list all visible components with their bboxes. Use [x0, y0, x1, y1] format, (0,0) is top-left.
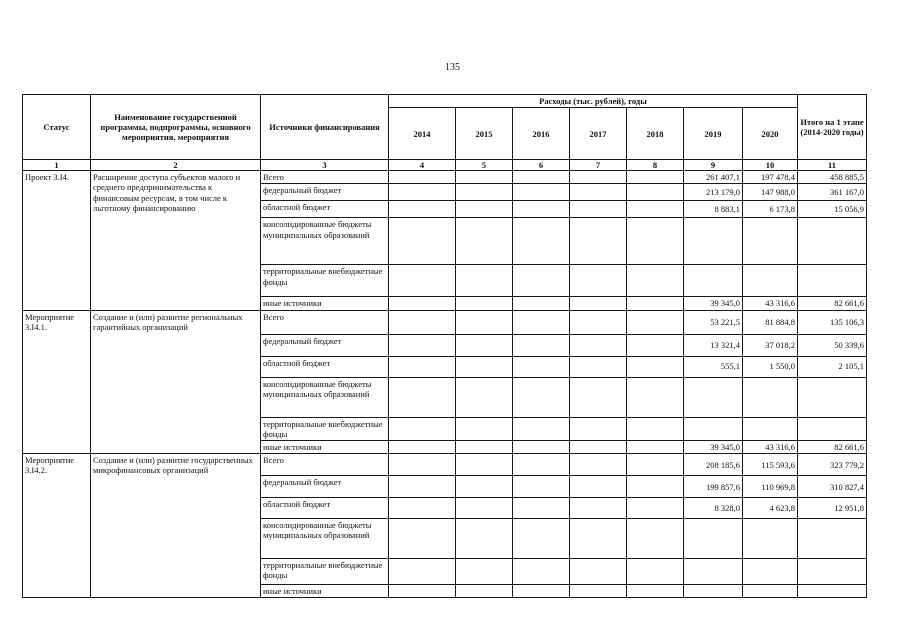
value-total [798, 265, 867, 297]
value-2019: 213 179,0 [684, 184, 743, 201]
value-2020 [743, 559, 798, 585]
header-year: 2016 [513, 108, 570, 160]
value-2020 [743, 585, 798, 598]
value-total [798, 377, 867, 417]
value-2020 [743, 377, 798, 417]
value-2020 [743, 218, 798, 265]
value-total: 458 885,5 [798, 171, 867, 184]
column-number: 2 [91, 160, 261, 171]
value-total: 361 167,0 [798, 184, 867, 201]
row-source: территориальные внебюджетные фонды [261, 417, 389, 440]
value-2020: 197 478,4 [743, 171, 798, 184]
value-2020: 147 988,0 [743, 184, 798, 201]
column-number: 7 [570, 160, 627, 171]
row-source: Всего [261, 171, 389, 184]
value-2020 [743, 265, 798, 297]
header-year: 2015 [456, 108, 513, 160]
column-number: 11 [798, 160, 867, 171]
value-2020: 115 593,6 [743, 454, 798, 476]
row-source: областной бюджет [261, 498, 389, 519]
value-2020: 6 173,8 [743, 201, 798, 218]
value-2019 [684, 417, 743, 440]
row-source: иные источники [261, 440, 389, 453]
column-number: 3 [261, 160, 389, 171]
value-2019: 555,1 [684, 356, 743, 377]
value-2020: 1 550,0 [743, 356, 798, 377]
value-total [798, 585, 867, 598]
header-total: Итого на 1 этапе (2014-2020 годы) [798, 95, 867, 160]
value-2020: 43 316,6 [743, 440, 798, 453]
header-expenses: Расходы (тыс. рублей), годы [389, 95, 798, 108]
value-2020 [743, 519, 798, 559]
row-status: Мероприятие 3.I4.1. [23, 310, 91, 454]
value-2019 [684, 218, 743, 265]
header-status: Статус [23, 95, 91, 160]
value-total: 2 105,1 [798, 356, 867, 377]
page-number: 135 [445, 62, 460, 73]
header-year: 2014 [389, 108, 456, 160]
row-status: Мероприятие 3.I4.2. [23, 454, 91, 598]
row-status: Проект 3.I4. [23, 171, 91, 310]
value-2019 [684, 585, 743, 598]
row-source: федеральный бюджет [261, 184, 389, 201]
value-2019: 13 321,4 [684, 334, 743, 356]
column-number: 8 [627, 160, 684, 171]
value-total [798, 559, 867, 585]
row-source: федеральный бюджет [261, 476, 389, 498]
value-2019: 53 221,5 [684, 310, 743, 334]
row-source: федеральный бюджет [261, 334, 389, 356]
header-year: 2017 [570, 108, 627, 160]
value-2019: 8 883,1 [684, 201, 743, 218]
value-total: 323 779,2 [798, 454, 867, 476]
value-total [798, 417, 867, 440]
row-source: территориальные внебюджетные фонды [261, 559, 389, 585]
budget-table [22, 94, 867, 598]
row-source: Всего [261, 454, 389, 476]
column-number-row [23, 160, 867, 171]
value-total: 50 339,6 [798, 334, 867, 356]
row-source: консолидированные бюджеты муниципальных образований [261, 519, 389, 559]
table-row [23, 454, 867, 476]
value-2019: 208 185,6 [684, 454, 743, 476]
header-year: 2019 [684, 108, 743, 160]
column-number: 1 [23, 160, 91, 171]
value-total [798, 519, 867, 559]
value-2019: 39 345,0 [684, 297, 743, 310]
value-2020: 37 018,2 [743, 334, 798, 356]
value-2019 [684, 377, 743, 417]
table-row [23, 171, 867, 184]
value-2020 [743, 417, 798, 440]
value-2019: 8 328,0 [684, 498, 743, 519]
row-name: Расширение доступа субъектов малого и среднего предпринимательства к финансовым ресурсам, в том числе к льготному финансированию [91, 171, 261, 310]
header-name: Наименование государственной программы, подпрограммы, основного мероприятия, мероприятия [91, 95, 261, 160]
header-source: Источники финансирования [261, 95, 389, 160]
value-2020: 81 884,8 [743, 310, 798, 334]
column-number: 6 [513, 160, 570, 171]
row-name: Создание и (или) развитие государственных микрофинансовых организаций [91, 454, 261, 598]
column-number: 5 [456, 160, 513, 171]
header-year: 2020 [743, 108, 798, 160]
value-2019 [684, 519, 743, 559]
value-2019: 39 345,0 [684, 440, 743, 453]
value-total: 82 661,6 [798, 440, 867, 453]
value-total [798, 218, 867, 265]
value-2020: 43 316,6 [743, 297, 798, 310]
table-row [23, 310, 867, 334]
header-year: 2018 [627, 108, 684, 160]
row-source: консолидированные бюджеты муниципальных образований [261, 377, 389, 417]
value-2019 [684, 265, 743, 297]
row-source: областной бюджет [261, 356, 389, 377]
column-number: 10 [743, 160, 798, 171]
value-total: 15 056,9 [798, 201, 867, 218]
row-source: консолидированные бюджеты муниципальных образований [261, 218, 389, 265]
value-2019 [684, 559, 743, 585]
value-total: 12 951,8 [798, 498, 867, 519]
value-2020: 110 969,8 [743, 476, 798, 498]
row-source: Всего [261, 310, 389, 334]
row-source: иные источники [261, 585, 389, 598]
value-2020: 4 623,8 [743, 498, 798, 519]
value-total: 82 661,6 [798, 297, 867, 310]
row-source: областной бюджет [261, 201, 389, 218]
column-number: 9 [684, 160, 743, 171]
row-name: Создание и (или) развитие региональных гарантийных организаций [91, 310, 261, 454]
value-2019: 261 407,1 [684, 171, 743, 184]
row-source: территориальные внебюджетные фонды [261, 265, 389, 297]
value-total: 135 106,3 [798, 310, 867, 334]
column-number: 4 [389, 160, 456, 171]
value-2019: 199 857,6 [684, 476, 743, 498]
row-source: иные источники [261, 297, 389, 310]
value-total: 310 827,4 [798, 476, 867, 498]
